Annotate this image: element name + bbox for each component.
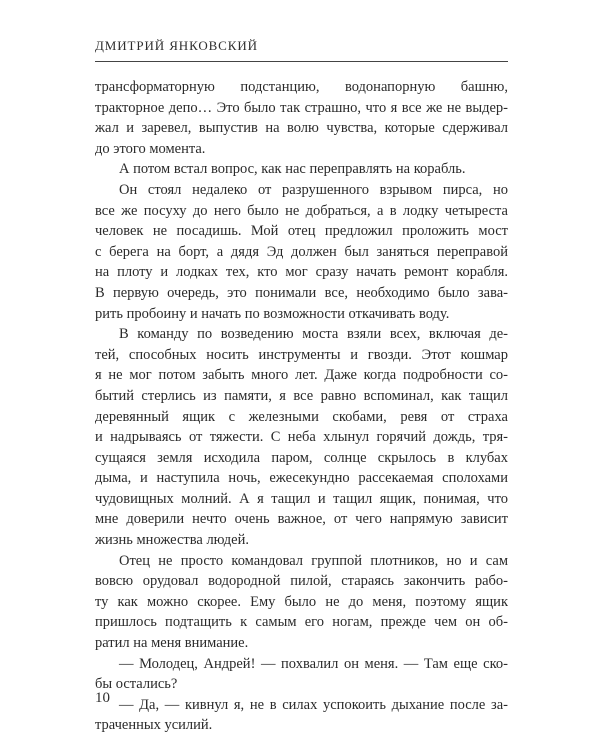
text-line: тракторное депо… Это было так страшно, что я все же не выдер- [95, 99, 508, 116]
text-line: бы остались? [95, 676, 178, 693]
text-line: до этого момента. [95, 140, 206, 157]
text-line: В первую очередь, это понимали все, необходимо было зава- [95, 284, 508, 301]
text-line: В команду по возведению моста взяли всех, включая де- [119, 326, 508, 343]
paragraph [95, 77, 508, 159]
text-line: чудовищных молний. А я тащил и тащил ящик, понимая, что [95, 490, 508, 507]
text-line: А потом встал вопрос, как нас переправлять на корабль. [119, 161, 466, 178]
text-line: с берега на борт, а дядя Эд должен был заняться переправой [95, 243, 508, 260]
text-line: жизнь множества людей. [95, 532, 249, 549]
text-line: — Молодец, Андрей! — похвалил он меня. — Там еще ско- [119, 655, 508, 672]
text-line: и надрываясь от тяжести. С неба хлынул горячий дождь, тря- [95, 429, 508, 446]
text-line: на плоту и лодках тех, кто мог сразу начать ремонт корабля. [95, 264, 508, 281]
paragraph [95, 695, 508, 736]
text-line: деревянный ящик с железными скобами, ревя от страха [95, 408, 508, 425]
text-line: Он стоял недалеко от разрушенного взрывом пирса, но [119, 181, 508, 198]
paragraph [95, 159, 508, 180]
text-line: рить пробоину и начать по возможности откачивать воду. [95, 305, 450, 322]
text-line: тей, способных носить инструменты и гвозди. Этот кошмар [95, 346, 508, 363]
text-line: дыма, и наступила ночь, ежесекундно рассекаемая сполохами [95, 470, 508, 487]
text-line: мне доверили нечто очень важное, от чего напрямую зависит [95, 511, 508, 528]
text-line: я не мог потом забыть много лет. Даже когда подробности со- [95, 367, 508, 384]
page-number: 10 [95, 690, 110, 706]
text-line: все же посуху до него было не добраться, а в лодку четыреста [95, 202, 508, 219]
text-line: ратил на меня внимание. [95, 635, 249, 652]
text-line: Отец не просто командовал группой плотников, но и сам [119, 552, 508, 569]
text-line: трансформаторную подстанцию, водонапорную башню, [95, 79, 508, 95]
page-body-text [95, 77, 508, 736]
text-line: ту как можно скорее. Ему было не до меня, поэтому ящик [95, 593, 508, 610]
paragraph [95, 180, 508, 324]
text-line: жал и заревел, выпустив на волю чувства, которые сдерживал [95, 120, 508, 137]
paragraph [95, 324, 508, 551]
text-line: траченных усилий. [95, 717, 213, 734]
running-header-author: ДМИТРИЙ ЯНКОВСКИЙ [95, 38, 258, 53]
text-line: вовсю орудовал водородной пилой, стараясь закончить рабо- [95, 573, 508, 590]
paragraph [95, 654, 508, 695]
text-line: сущаяся земля исходила паром, солнце скрылось в клубах [95, 449, 508, 466]
text-line: — Да, — кивнул я, не в силах успокоить дыхание после за- [119, 696, 508, 713]
paragraph [95, 551, 508, 654]
text-line: бытий стерлись из памяти, я все равно вспоминал, как тащил [95, 387, 508, 404]
text-line: человек не посадишь. Мой отец предложил проложить мост [95, 223, 508, 240]
header-rule [95, 61, 508, 62]
text-line: пришлось подтащить к самым его ногам, прежде чем он об- [95, 614, 508, 631]
